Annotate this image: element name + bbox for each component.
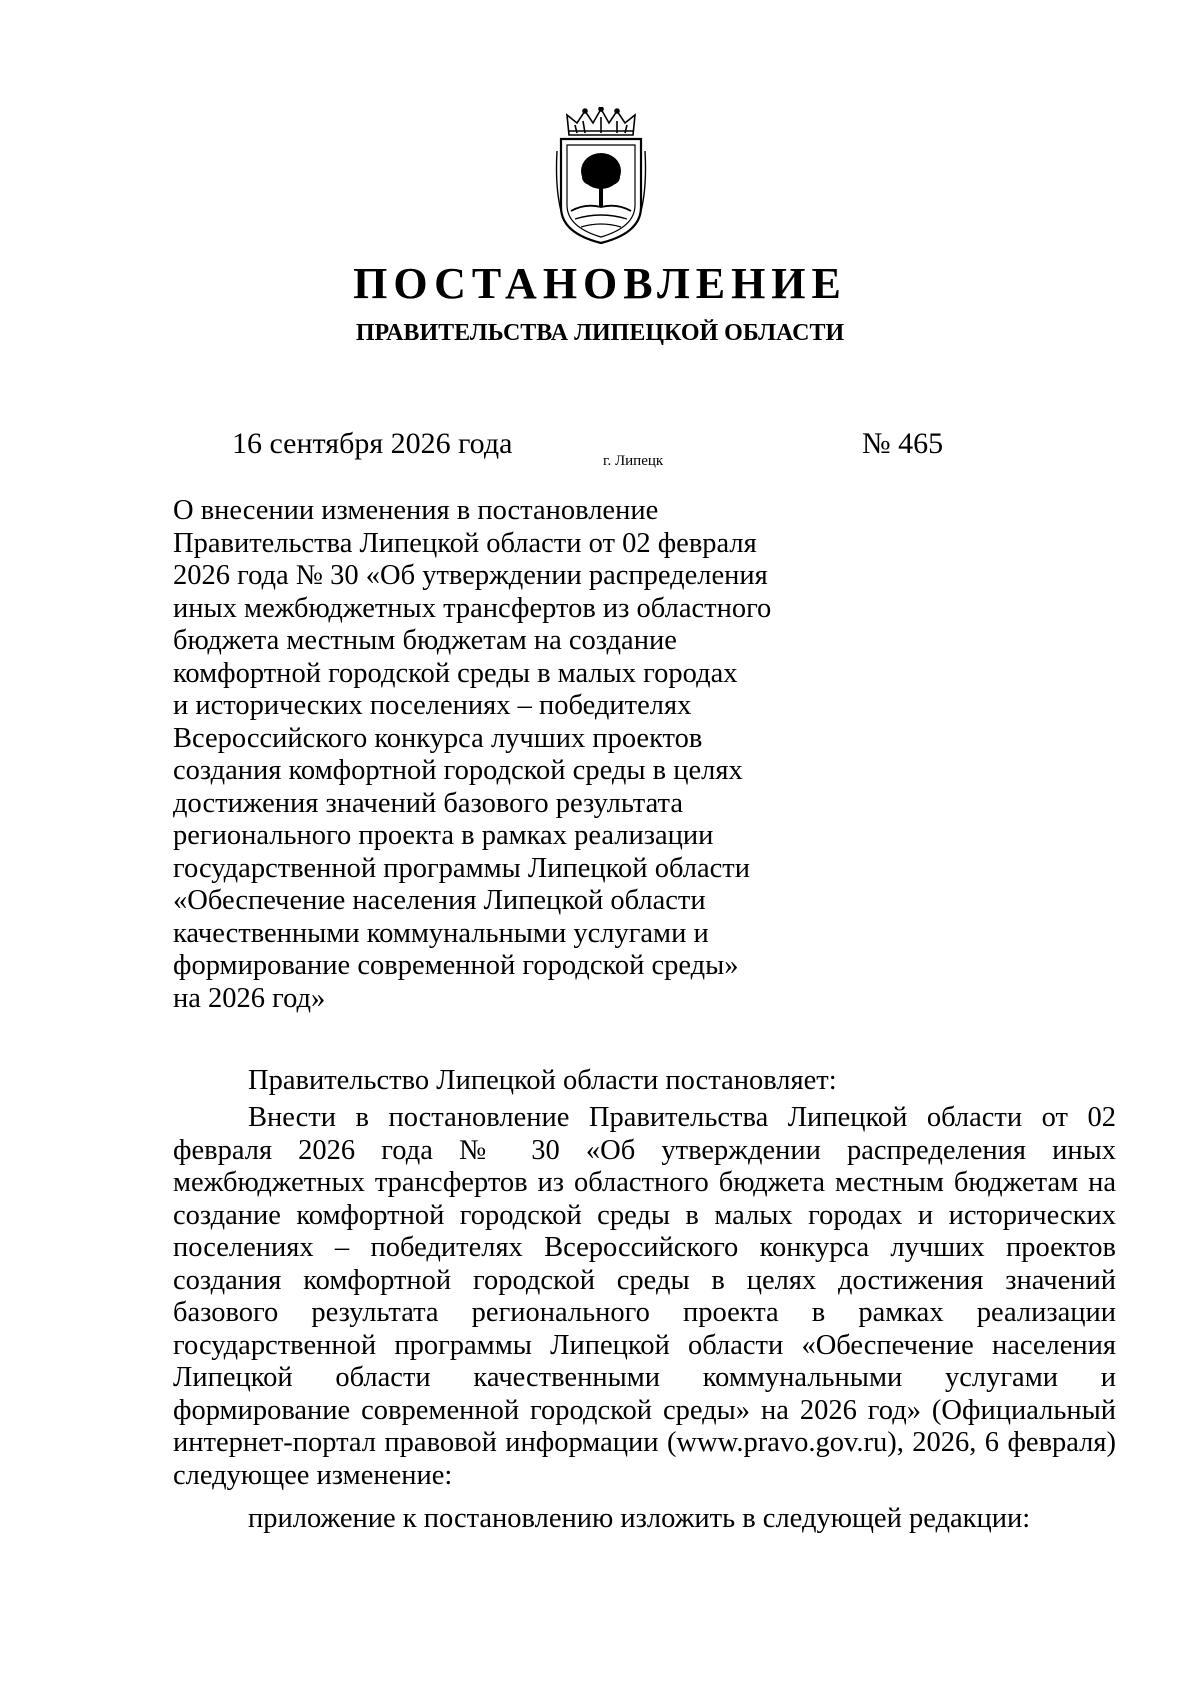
subject-line: «Обеспечение населения Липецкой области [173,885,706,916]
document-number: № 465 [862,427,944,460]
body-line: Липецкой области качественными коммунальными услугами и [173,1362,1116,1393]
body-line: интернет-портал правовой информации (www.pravo.gov.ru), 2026, 6 февраля) [173,1427,1116,1458]
subject-line: формирование современной городской среды» [173,950,739,981]
subject-line: регионального проекта в рамках реализации [173,820,714,851]
subject-line: бюджета местным бюджетам на создание [173,625,677,656]
body-line: февраля 2026 года № 30 «Об утверждении распределения иных [173,1134,1116,1166]
subject-line: на 2026 год» [173,982,326,1014]
subject-line: О внесении изменения в постановление [173,495,659,526]
subject-line: иных межбюджетных трансфертов из областного [173,592,772,624]
document-date: 16 сентября 2026 года [232,427,513,460]
subject-line: создания комфортной городской среды в целях [173,755,743,786]
body-paragraph [173,1102,1116,1492]
document-subject [173,495,873,1015]
subject-line: качественными коммунальными услугами и [173,917,709,949]
subject-line: достижения значений базового результата [173,787,683,819]
document-issuer: ПРАВИТЕЛЬСТВА ЛИПЕЦКОЙ ОБЛАСТИ [355,320,845,346]
body-line: создание комфортной городской среды в малых городах и исторических [173,1199,1116,1231]
document-city: г. Липецк [603,453,664,469]
final-paragraph: приложение к постановлению изложить в следующей редакции: [248,1503,1031,1534]
body-line: Внести в постановление Правительства Липецкой области от 02 [248,1102,1116,1133]
body-line: создания комфортной городской среды в целях достижения значений [173,1264,1116,1296]
subject-line: Правительства Липецкой области от 02 февраля [173,527,757,559]
body-line: поселениях – победителях Всероссийского конкурса лучших проектов [173,1232,1116,1263]
coat-of-arms-icon [555,107,647,245]
document-title: ПОСТАНОВЛЕНИЕ [353,259,847,308]
subject-line: 2026 года № 30 «Об утверждении распределения [173,560,768,591]
body-line: базового результата регионального проекта в рамках реализации [173,1297,1116,1328]
subject-line: комфортной городской среды в малых городах [173,657,738,689]
subject-line: Всероссийского конкурса лучших проектов [173,722,703,754]
body-line: межбюджетных трансфертов из областного бюджета местным бюджетам на [173,1167,1116,1198]
preamble: Правительство Липецкой области постановляет: [248,1065,837,1096]
body-line: формирование современной городской среды» на 2026 год» (Официальный [173,1394,1116,1426]
subject-line: государственной программы Липецкой области [173,852,750,884]
body-line: следующее изменение: [173,1459,453,1491]
subject-line: и исторических поселениях – победителях [173,690,692,721]
body-line: государственной программы Липецкой области «Обеспечение населения [173,1329,1116,1361]
